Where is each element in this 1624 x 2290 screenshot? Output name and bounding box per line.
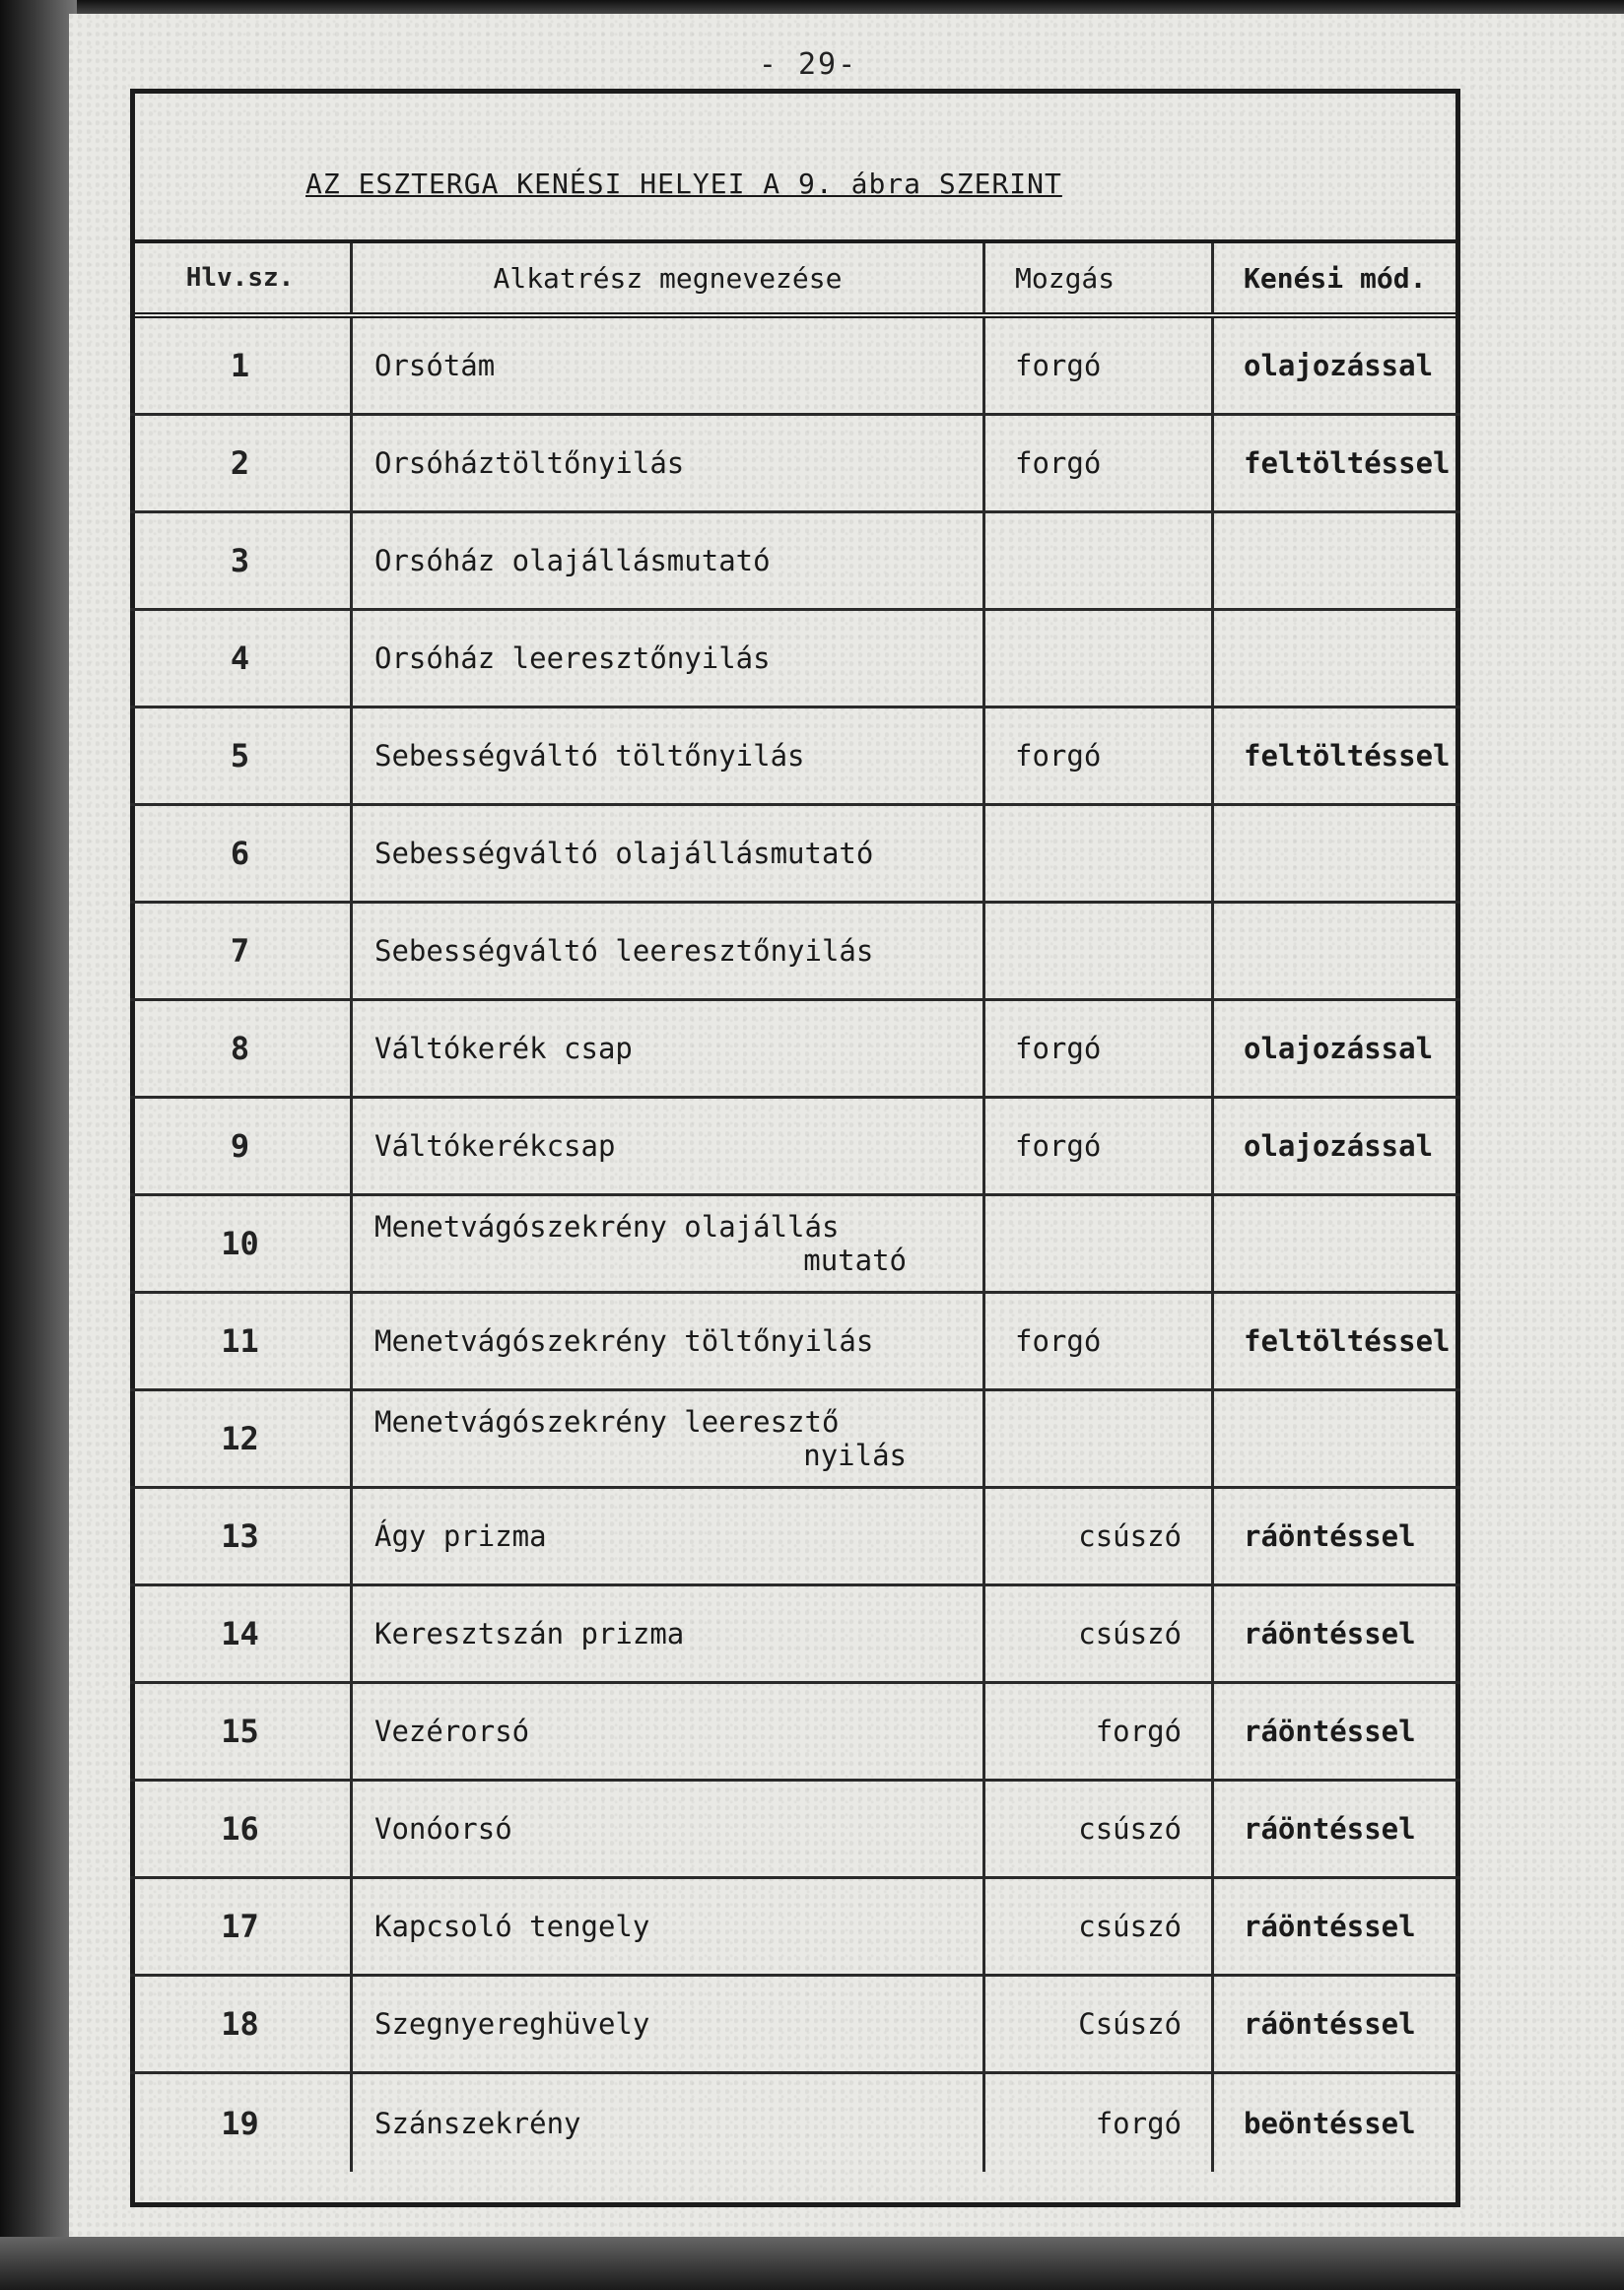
motion-cell: csúszó [985,1782,1214,1876]
part-name: Menetvágószekrény töltőnyilás [374,1324,874,1358]
part-name-wrap [374,641,926,675]
part-name-wrap [374,349,926,382]
lubrication-method-cell [1214,611,1460,706]
table-row [130,318,1460,416]
table-row [130,1391,1460,1489]
part-name-wrap [374,1910,926,1943]
part-name: Sebességváltó leeresztőnyilás [374,934,874,968]
part-name: Vonóorsó [374,1812,512,1846]
part-name: Menetvágószekrény leeresztő [374,1405,840,1439]
part-name-cell [353,1294,985,1388]
part-name-cell [353,1879,985,1974]
page-number: - 29- [758,47,858,82]
part-name-cell [353,1196,985,1291]
part-name: Vezérorsó [374,1715,530,1748]
lubrication-method-cell [1214,513,1460,608]
part-name-cell [353,1782,985,1876]
motion-cell: csúszó [985,1879,1214,1974]
part-name-cell [353,1489,985,1583]
table-row [130,416,1460,513]
table-row [130,1977,1460,2074]
part-name-wrap [374,1210,926,1277]
lubrication-method-cell: ráöntéssel [1244,1812,1416,1846]
row-number: 17 [130,1879,353,1974]
part-name-wrap [374,2107,926,2140]
part-name-wrap [374,446,926,480]
part-name-continuation: nyilás [803,1439,907,1472]
motion-cell [985,1391,1214,1486]
part-name: Sebességváltó olajállásmutató [374,837,874,870]
table-row [130,806,1460,904]
motion-cell: forgó [985,416,1214,510]
lubrication-table [130,239,1460,2172]
part-name-continuation: mutató [803,1244,907,1277]
part-name-wrap [374,1032,926,1065]
table-header-row [130,243,1460,318]
part-name-wrap [374,739,926,773]
header-method: Kenési mód. [1244,261,1427,295]
lubrication-method-cell: olajozással [1244,349,1434,382]
row-number: 18 [130,1977,353,2071]
lubrication-method-cell: ráöntéssel [1244,1910,1416,1943]
part-name-wrap [374,1129,926,1163]
part-name-cell [353,1001,985,1096]
motion-cell: forgó [985,1099,1214,1193]
row-number: 9 [130,1099,353,1193]
row-number: 8 [130,1001,353,1096]
part-name: Orsóháztöltőnyilás [374,446,685,480]
row-number: 1 [130,318,353,413]
table-row [130,611,1460,708]
row-number: 13 [130,1489,353,1583]
motion-cell [985,904,1214,998]
row-number: 11 [130,1294,353,1388]
part-name-cell [353,1684,985,1779]
part-name-wrap [374,1812,926,1846]
motion-cell: csúszó [985,1586,1214,1681]
part-name: Orsótám [374,349,496,382]
motion-cell [985,513,1214,608]
part-name-wrap [374,837,926,870]
table-row [130,1879,1460,1977]
scan-edge-left [0,0,77,2290]
row-number: 14 [130,1586,353,1681]
motion-cell: forgó [985,1294,1214,1388]
row-number: 4 [130,611,353,706]
lubrication-method-cell: ráöntéssel [1244,1519,1416,1553]
table-row [130,1489,1460,1586]
row-number: 16 [130,1782,353,1876]
row-number: 10 [130,1196,353,1291]
document-title: AZ ESZTERGA KENÉSI HELYEI A 9. ábra SZERINT [305,168,1062,200]
table-row [130,1586,1460,1684]
table-row [130,904,1460,1001]
lubrication-method-cell [1214,806,1460,901]
motion-cell: forgó [985,1001,1214,1096]
row-number: 19 [130,2074,353,2172]
header-part: Alkatrész megnevezése [353,243,985,312]
table-row [130,1001,1460,1099]
table-row [130,2074,1460,2172]
lubrication-method-cell: ráöntéssel [1244,1617,1416,1650]
lubrication-method-cell: feltöltéssel [1244,1324,1451,1358]
lubrication-method-cell: feltöltéssel [1244,446,1451,480]
part-name-wrap [374,1617,926,1650]
motion-cell: forgó [985,708,1214,803]
row-number: 3 [130,513,353,608]
part-name-wrap [374,544,926,577]
part-name: Szegnyereghüvely [374,2007,650,2041]
part-name-cell [353,708,985,803]
lubrication-method-cell [1214,1391,1460,1486]
table-row [130,1294,1460,1391]
lubrication-method-cell: feltöltéssel [1244,739,1451,773]
table-row [130,708,1460,806]
header-motion: Mozgás [985,243,1214,312]
part-name-cell [353,1099,985,1193]
part-name-wrap [374,1405,926,1472]
motion-cell: csúszó [985,1489,1214,1583]
part-name-wrap [374,934,926,968]
part-name-cell [353,904,985,998]
part-name-cell [353,513,985,608]
part-name-wrap [374,2007,926,2041]
table-row [130,1684,1460,1782]
part-name-cell [353,611,985,706]
part-name-cell [353,2074,985,2172]
table-row [130,513,1460,611]
table-row [130,1196,1460,1294]
lubrication-method-cell [1214,1196,1460,1291]
motion-cell: forgó [985,318,1214,413]
motion-cell [985,806,1214,901]
row-number: 2 [130,416,353,510]
part-name: Kapcsoló tengely [374,1910,650,1943]
motion-cell: forgó [985,1684,1214,1779]
row-number: 5 [130,708,353,803]
table-body [130,318,1460,2172]
part-name: Keresztszán prizma [374,1617,685,1650]
part-name-cell [353,806,985,901]
table-row [130,1099,1460,1196]
part-name: Sebességváltó töltőnyilás [374,739,805,773]
lubrication-method-cell: beöntéssel [1244,2106,1416,2140]
lubrication-method-cell: ráöntéssel [1244,2007,1416,2041]
row-number: 6 [130,806,353,901]
part-name: Orsóház leeresztőnyilás [374,641,771,675]
part-name-cell [353,318,985,413]
lubrication-method-cell: olajozással [1244,1032,1434,1065]
part-name-wrap [374,1519,926,1553]
lubrication-method-cell [1214,904,1460,998]
table-row [130,1782,1460,1879]
part-name: Menetvágószekrény olajállás [374,1210,840,1244]
part-name: Váltókerékcsap [374,1129,616,1163]
lubrication-method-cell: ráöntéssel [1244,1715,1416,1748]
part-name-cell [353,1977,985,2071]
row-number: 7 [130,904,353,998]
header-no: Hlv.sz. [130,243,353,312]
scan-edge-bottom [0,2237,1624,2290]
part-name-cell [353,1391,985,1486]
lubrication-method-cell: olajozással [1244,1129,1434,1163]
part-name-wrap [374,1324,926,1358]
part-name: Szánszekrény [374,2106,581,2140]
motion-cell [985,1196,1214,1291]
part-name-cell [353,1586,985,1681]
row-number: 12 [130,1391,353,1486]
motion-cell [985,611,1214,706]
part-name: Orsóház olajállásmutató [374,544,771,577]
part-name-cell [353,416,985,510]
motion-cell: Csúszó [985,1977,1214,2071]
part-name: Váltókerék csap [374,1032,633,1065]
motion-cell: forgó [985,2074,1214,2172]
row-number: 15 [130,1684,353,1779]
part-name: Ágy prizma [374,1519,547,1553]
part-name-wrap [374,1715,926,1748]
